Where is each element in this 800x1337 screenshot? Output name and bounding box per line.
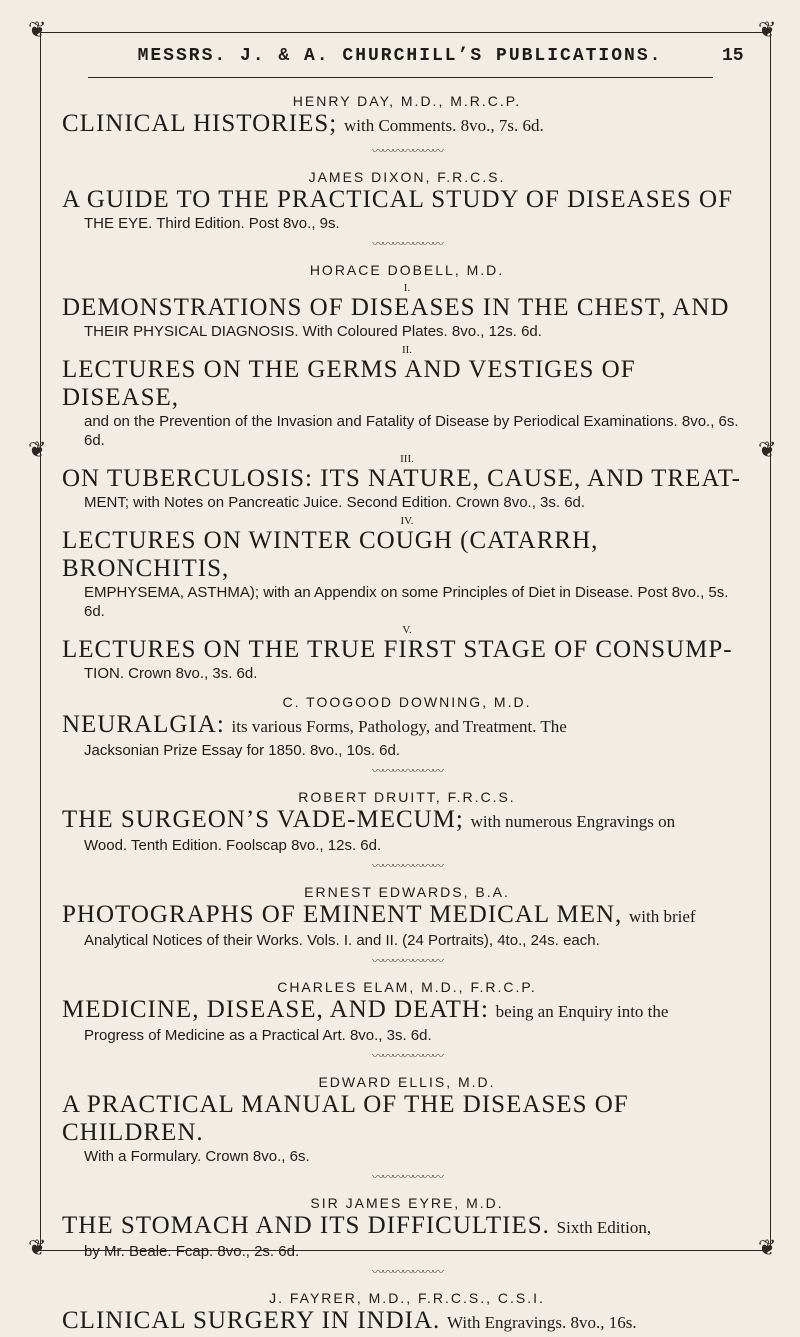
book-description: by Mr. Beale. Fcap. 8vo., 2s. 6d.: [84, 1243, 300, 1260]
side-ornament-icon: ❦: [758, 438, 777, 463]
side-ornament-icon: ❦: [28, 438, 47, 463]
book-title-suffix: Sixth Edition,: [556, 1218, 652, 1237]
volume-numeral: II.: [401, 344, 413, 356]
book-title: [62, 110, 752, 140]
book-title-text: A PRACTICAL MANUAL OF THE DISEASES OF CHILDREN.: [62, 1091, 629, 1146]
book-description: TION. Crown 8vo., 3s. 6d.: [84, 665, 258, 682]
book-title-text: LECTURES ON THE GERMS AND VESTIGES OF DISEASE,: [62, 356, 636, 411]
author-name: ROBERT DRUITT, F.R.C.S.: [298, 789, 516, 805]
author-name: ERNEST EDWARDS, B.A.: [304, 884, 510, 900]
catalogue-entries: [62, 82, 752, 1337]
separator-ornament: 〰〰〰〰〰〰〰: [371, 1265, 442, 1279]
book-title: [62, 1091, 752, 1147]
catalogue-entry: [62, 261, 752, 683]
author-name: HENRY DAY, M.D., M.R.C.P.: [292, 93, 522, 109]
catalogue-entry: [62, 1194, 752, 1261]
book-description: and on the Prevention of the Invasion and Fatality of Disease by Periodical Examinations. 8vo., 6s. 6d.: [84, 413, 739, 449]
book-description: THE EYE. Third Edition. Post 8vo., 9s.: [84, 215, 340, 232]
frame-border-right: [770, 32, 771, 1250]
catalogue-entry: [62, 168, 752, 233]
separator-ornament: 〰〰〰〰〰〰〰: [371, 859, 442, 873]
corner-ornament-icon: ❦: [28, 1236, 47, 1261]
separator-ornament: 〰〰〰〰〰〰〰: [371, 954, 442, 968]
book-title: [62, 1212, 752, 1242]
book-title: [62, 527, 752, 583]
separator-ornament: 〰〰〰〰〰〰〰: [371, 237, 442, 251]
book-title-text: PHOTOGRAPHS OF EMINENT MEDICAL MEN,: [62, 901, 623, 928]
book-title: [62, 806, 752, 836]
author-name: HORACE DOBELL, M.D.: [309, 262, 505, 278]
catalogue-entry: [62, 788, 752, 855]
frame-border-top: [40, 32, 770, 33]
book-title: [62, 356, 752, 412]
catalogue-entry: [62, 1289, 752, 1337]
corner-ornament-icon: ❦: [758, 1236, 777, 1261]
corner-ornament-icon: ❦: [758, 18, 777, 43]
book-description: EMPHYSEMA, ASTHMA); with an Appendix on some Principles of Diet in Disease. Post 8vo., 5s. 6d.: [84, 584, 729, 620]
book-description: Jacksonian Prize Essay for 1850. 8vo., 10s. 6d.: [84, 742, 401, 759]
book-title-text: DEMONSTRATIONS OF DISEASES IN THE CHEST, AND: [62, 294, 730, 321]
book-title: [62, 1307, 752, 1337]
book-title-text: LECTURES ON WINTER COUGH (CATARRH, BRONCHITIS,: [62, 527, 599, 582]
book-title: [62, 901, 752, 931]
book-title-text: A GUIDE TO THE PRACTICAL STUDY OF DISEASES OF: [62, 186, 733, 213]
book-title-text: LECTURES ON THE TRUE FIRST STAGE OF CONSUMP-: [62, 636, 733, 663]
author-name: CHARLES ELAM, M.D., F.R.C.P.: [277, 979, 537, 995]
book-title-suffix: being an Enquiry into the: [495, 1002, 669, 1021]
separator-ornament: 〰〰〰〰〰〰〰: [371, 1049, 442, 1063]
volume-numeral: I.: [403, 282, 411, 294]
book-title: [62, 294, 752, 322]
separator-ornament: 〰〰〰〰〰〰〰: [371, 144, 442, 158]
book-title: [62, 636, 752, 664]
book-title-text: THE SURGEON’S VADE-MECUM;: [62, 806, 464, 833]
book-title-text: NEURALGIA:: [62, 711, 225, 738]
author-name: J. FAYRER, M.D., F.R.C.S., C.S.I.: [269, 1290, 545, 1306]
page-header-title: MESSRS. J. & A. CHURCHILL’S PUBLICATIONS.: [137, 46, 663, 66]
book-description: THEIR PHYSICAL DIAGNOSIS. With Coloured Plates. 8vo., 12s. 6d.: [84, 323, 542, 340]
author-name: JAMES DIXON, F.R.C.S.: [308, 169, 506, 185]
book-title-text: CLINICAL HISTORIES;: [62, 110, 338, 137]
book-title-text: MEDICINE, DISEASE, AND DEATH:: [62, 996, 489, 1023]
book-title: [62, 186, 752, 214]
book-title-suffix: its various Forms, Pathology, and Treatment. The: [231, 717, 567, 736]
volume-numeral: III.: [400, 453, 414, 465]
author-name: C. TOOGOOD DOWNING, M.D.: [282, 694, 532, 710]
book-description: Analytical Notices of their Works. Vols. I. and II. (24 Portraits), 4to., 24s. each.: [84, 932, 600, 949]
book-title-suffix: with brief: [629, 907, 696, 926]
volume-numeral: IV.: [400, 515, 414, 527]
corner-ornament-icon: ❦: [28, 18, 47, 43]
catalogue-entry: [62, 883, 752, 950]
book-title: [62, 711, 752, 741]
author-name: SIR JAMES EYRE, M.D.: [310, 1195, 504, 1211]
frame-border-left: [40, 32, 41, 1250]
book-description: MENT; with Notes on Pancreatic Juice. Second Edition. Crown 8vo., 3s. 6d.: [84, 494, 586, 511]
book-title: [62, 465, 752, 493]
catalogue-entry: [62, 693, 752, 760]
book-title-text: ON TUBERCULOSIS: ITS NATURE, CAUSE, AND TREAT-: [62, 465, 741, 492]
separator-ornament: 〰〰〰〰〰〰〰: [371, 764, 442, 778]
catalogue-entry: [62, 978, 752, 1045]
book-title-suffix: with numerous Engravings on: [470, 812, 676, 831]
book-description: Wood. Tenth Edition. Foolscap 8vo., 12s. 6d.: [84, 837, 382, 854]
catalogue-entry: [62, 1073, 752, 1166]
book-title-text: THE STOMACH AND ITS DIFFICULTIES.: [62, 1212, 550, 1239]
header-rule: [88, 77, 713, 78]
book-title-suffix: With Engravings. 8vo., 16s.: [447, 1313, 637, 1332]
book-title-text: CLINICAL SURGERY IN INDIA.: [62, 1307, 441, 1334]
volume-numeral: V.: [402, 624, 412, 636]
book-title: [62, 996, 752, 1026]
catalogue-entry: [62, 92, 752, 140]
separator-ornament: 〰〰〰〰〰〰〰: [371, 1170, 442, 1184]
book-description: Progress of Medicine as a Practical Art. 8vo., 3s. 6d.: [84, 1027, 432, 1044]
author-name: EDWARD ELLIS, M.D.: [318, 1074, 496, 1090]
book-description: With a Formulary. Crown 8vo., 6s.: [84, 1148, 310, 1165]
page-number: 15: [722, 46, 744, 66]
book-title-suffix: with Comments. 8vo., 7s. 6d.: [344, 116, 544, 135]
